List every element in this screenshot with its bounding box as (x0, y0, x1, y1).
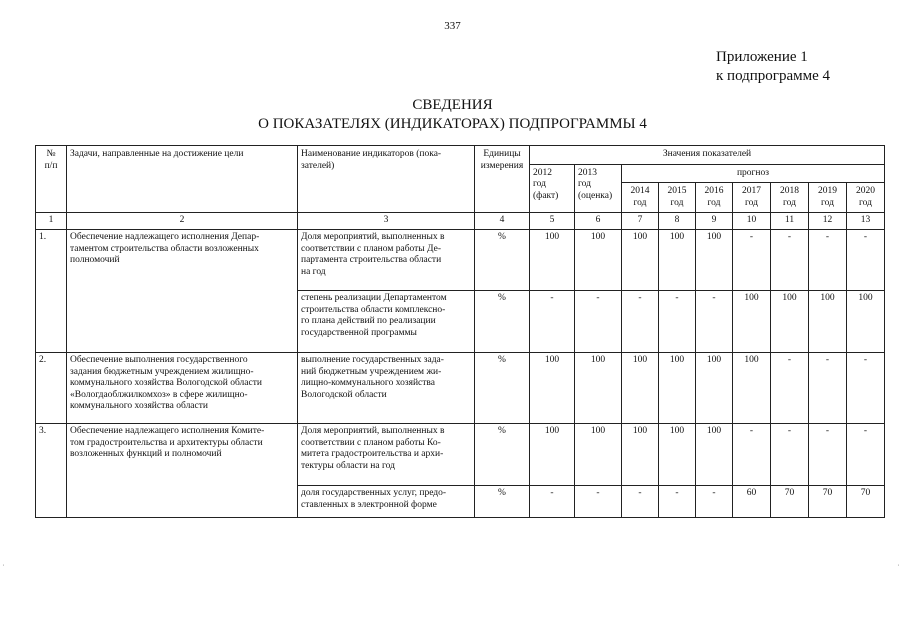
header-num: № п/п (36, 146, 67, 213)
indicator-value: 100 (696, 353, 733, 424)
table-row (36, 424, 885, 486)
header-2013: 2013 год (оценка) (575, 164, 622, 213)
indicator-value: 100 (530, 353, 575, 424)
indicator-value: - (575, 291, 622, 353)
indicator-value: - (659, 486, 696, 518)
indicator-value: 70 (809, 486, 847, 518)
indicator-unit: % (475, 353, 530, 424)
indicator-value: 100 (575, 230, 622, 291)
header-indicator: Наименование индикаторов (пока- зателей) (298, 146, 475, 213)
indicator-value: 100 (733, 353, 771, 424)
indicator-value: 70 (847, 486, 885, 518)
indicator-value: - (771, 353, 809, 424)
document-title (0, 96, 905, 134)
indicator-value: 70 (771, 486, 809, 518)
row-task: Обеспечение надлежащего исполнения Комите- том градостроительства и архитектуры области возложенных функций и полномочий (67, 424, 298, 518)
indicator-value: 100 (622, 353, 659, 424)
header-year: 2018 год (771, 183, 809, 213)
table-row (36, 353, 885, 424)
appendix-line-1: Приложение 1 (716, 49, 808, 65)
column-number: 10 (733, 213, 771, 230)
appendix-note (716, 48, 830, 86)
row-number: 2. (36, 353, 67, 424)
column-number: 7 (622, 213, 659, 230)
column-number: 3 (298, 213, 475, 230)
indicator-value: - (809, 424, 847, 486)
indicator-name: доля государственных услуг, предо- ставленных в электронной форме (298, 486, 475, 518)
indicator-value: - (575, 486, 622, 518)
row-number: 1. (36, 230, 67, 353)
header-forecast: прогноз (622, 164, 885, 183)
indicator-unit: % (475, 486, 530, 518)
indicator-value: 100 (530, 424, 575, 486)
indicator-value: - (771, 424, 809, 486)
indicator-value: - (809, 230, 847, 291)
indicator-value: - (530, 291, 575, 353)
appendix-line-2: к подпрограмме 4 (716, 68, 830, 84)
page-number: 337 (444, 20, 461, 32)
indicator-value: 100 (771, 291, 809, 353)
indicator-value: - (622, 291, 659, 353)
indicator-value: - (847, 230, 885, 291)
indicator-value: - (696, 291, 733, 353)
indicator-value: - (696, 486, 733, 518)
header-year: 2020 год (847, 183, 885, 213)
table-row (36, 230, 885, 291)
indicator-value: 100 (659, 230, 696, 291)
indicator-unit: % (475, 291, 530, 353)
header-values: Значения показателей (530, 146, 885, 165)
indicator-value: 100 (659, 353, 696, 424)
title-line-1: СВЕДЕНИЯ (412, 97, 493, 113)
row-task: Обеспечение выполнения государственного задания бюджетным учреждением жилищно- коммунального хозяйства Вологодской области «Вологдаоблжилкомхоз» в сфере жилищно- коммунального хозяйства области (67, 353, 298, 424)
indicator-value: - (733, 424, 771, 486)
column-number: 8 (659, 213, 696, 230)
indicator-value: 100 (659, 424, 696, 486)
column-number: 1 (36, 213, 67, 230)
indicator-value: 100 (696, 230, 733, 291)
indicator-value: 100 (622, 230, 659, 291)
header-row-1 (36, 146, 885, 165)
row-number: 3. (36, 424, 67, 518)
column-number: 9 (696, 213, 733, 230)
indicator-value: 100 (809, 291, 847, 353)
indicator-name: Доля мероприятий, выполненных в соответствии с планом работы Де- партамента строительства области на год (298, 230, 475, 291)
indicator-value: - (847, 353, 885, 424)
indicator-name: выполнение государственных зада- ний бюджетным учреждением жи- лищно-коммунального хозяйства Вологодской области (298, 353, 475, 424)
column-number: 5 (530, 213, 575, 230)
column-number: 6 (575, 213, 622, 230)
row-task: Обеспечение надлежащего исполнения Депар- таментом строительства области возложенных полномочий (67, 230, 298, 353)
column-number: 13 (847, 213, 885, 230)
indicator-value: 100 (622, 424, 659, 486)
indicator-value: - (847, 424, 885, 486)
indicator-value: 100 (575, 424, 622, 486)
indicator-name: степень реализации Департаментом строительства области комплексно- го плана действий по реализации государственной программы (298, 291, 475, 353)
header-year: 2017 год (733, 183, 771, 213)
header-units: Единицы измерения (475, 146, 530, 213)
column-numbers-row (36, 213, 885, 230)
indicators-table (35, 145, 885, 518)
indicator-value: - (659, 291, 696, 353)
indicator-unit: % (475, 230, 530, 291)
indicator-value: - (809, 353, 847, 424)
indicator-value: 100 (575, 353, 622, 424)
column-number: 12 (809, 213, 847, 230)
column-number: 11 (771, 213, 809, 230)
indicator-value: 100 (696, 424, 733, 486)
edge-marker-left: ˙ (2, 563, 5, 572)
indicator-value: 60 (733, 486, 771, 518)
header-year: 2019 год (809, 183, 847, 213)
header-year: 2014 год (622, 183, 659, 213)
column-number: 2 (67, 213, 298, 230)
header-2012: 2012 год (факт) (530, 164, 575, 213)
indicator-value: - (771, 230, 809, 291)
column-number: 4 (475, 213, 530, 230)
title-line-2: О ПОКАЗАТЕЛЯХ (ИНДИКАТОРАХ) ПОДПРОГРАММЫ 4 (258, 116, 647, 132)
indicator-value: 100 (733, 291, 771, 353)
indicator-value: 100 (847, 291, 885, 353)
header-year: 2016 год (696, 183, 733, 213)
header-tasks: Задачи, направленные на достижение цели (67, 146, 298, 213)
indicator-value: - (733, 230, 771, 291)
indicator-name: Доля мероприятий, выполненных в соответствии с планом работы Ко- митета градостроительства и архи- тектуры области на год (298, 424, 475, 486)
indicator-value: 100 (530, 230, 575, 291)
indicator-unit: % (475, 424, 530, 486)
indicator-value: - (530, 486, 575, 518)
edge-marker-right: ˙ (897, 563, 900, 572)
indicator-value: - (622, 486, 659, 518)
header-year: 2015 год (659, 183, 696, 213)
